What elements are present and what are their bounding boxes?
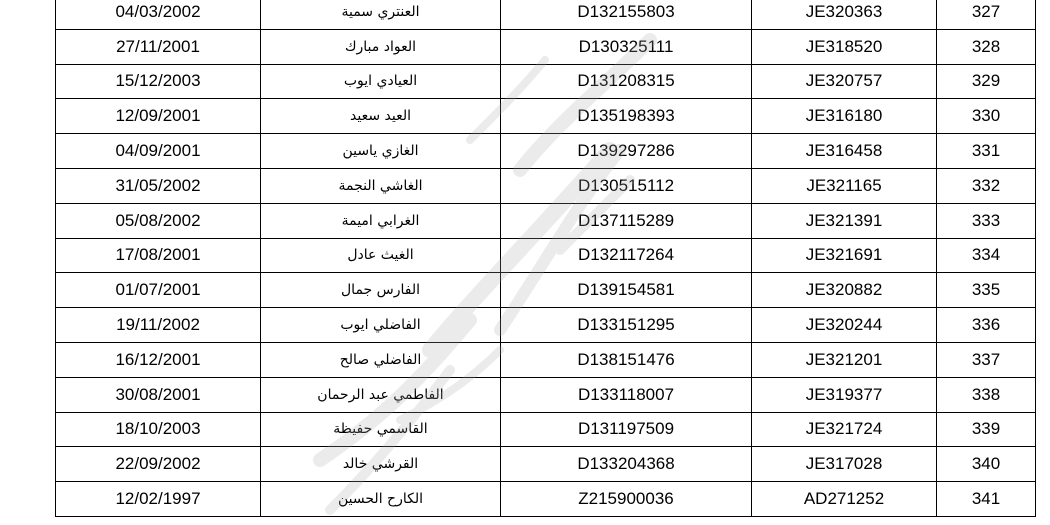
student-name-cell: الغازي ياسين <box>261 134 501 169</box>
birth-date-cell: 27/11/2001 <box>56 29 261 64</box>
student-code-cell: D139297286 <box>501 134 752 169</box>
results-table-body <box>56 0 1036 516</box>
table-row <box>56 64 1036 99</box>
student-name-cell: الكارح الحسين <box>261 482 501 517</box>
table-row <box>56 412 1036 447</box>
student-name-cell: الفارس جمال <box>261 273 501 308</box>
birth-date-cell: 12/09/2001 <box>56 99 261 134</box>
table-row <box>56 0 1036 29</box>
birth-date-cell: 12/02/1997 <box>56 482 261 517</box>
id-card-cell: JE320882 <box>752 273 937 308</box>
student-code-cell: D133118007 <box>501 377 752 412</box>
id-card-cell: JE318520 <box>752 29 937 64</box>
table-row <box>56 447 1036 482</box>
student-name-cell: الغرابي اميمة <box>261 203 501 238</box>
row-number-cell: 330 <box>937 99 1036 134</box>
row-number-cell: 327 <box>937 0 1036 29</box>
student-name-cell: الفاطمي عبد الرحمان <box>261 377 501 412</box>
table-row <box>56 377 1036 412</box>
row-number-cell: 334 <box>937 238 1036 273</box>
student-code-cell: D139154581 <box>501 273 752 308</box>
row-number-cell: 338 <box>937 377 1036 412</box>
row-number-cell: 333 <box>937 203 1036 238</box>
id-card-cell: JE321201 <box>752 342 937 377</box>
table-row <box>56 308 1036 343</box>
birth-date-cell: 30/08/2001 <box>56 377 261 412</box>
student-name-cell: القرشي خالد <box>261 447 501 482</box>
student-code-cell: D132117264 <box>501 238 752 273</box>
student-name-cell: الغاشي النجمة <box>261 168 501 203</box>
row-number-cell: 337 <box>937 342 1036 377</box>
row-number-cell: 340 <box>937 447 1036 482</box>
student-name-cell: الغيث عادل <box>261 238 501 273</box>
birth-date-cell: 22/09/2002 <box>56 447 261 482</box>
row-number-cell: 336 <box>937 308 1036 343</box>
table-row <box>56 482 1036 517</box>
birth-date-cell: 05/08/2002 <box>56 203 261 238</box>
student-code-cell: D131197509 <box>501 412 752 447</box>
student-code-cell: D132155803 <box>501 0 752 29</box>
student-code-cell: D137115289 <box>501 203 752 238</box>
student-code-cell: D131208315 <box>501 64 752 99</box>
id-card-cell: JE316180 <box>752 99 937 134</box>
row-number-cell: 329 <box>937 64 1036 99</box>
student-name-cell: العيد سعيد <box>261 99 501 134</box>
id-card-cell: JE321391 <box>752 203 937 238</box>
id-card-cell: JE321691 <box>752 238 937 273</box>
row-number-cell: 341 <box>937 482 1036 517</box>
student-code-cell: D133151295 <box>501 308 752 343</box>
student-name-cell: الفاضلي صالح <box>261 342 501 377</box>
row-number-cell: 332 <box>937 168 1036 203</box>
row-number-cell: 331 <box>937 134 1036 169</box>
table-row <box>56 29 1036 64</box>
birth-date-cell: 15/12/2003 <box>56 64 261 99</box>
table-row <box>56 168 1036 203</box>
student-code-cell: D130515112 <box>501 168 752 203</box>
student-code-cell: D133204368 <box>501 447 752 482</box>
student-code-cell: D135198393 <box>501 99 752 134</box>
id-card-cell: AD271252 <box>752 482 937 517</box>
row-number-cell: 339 <box>937 412 1036 447</box>
student-code-cell: D130325111 <box>501 29 752 64</box>
table-row <box>56 99 1036 134</box>
row-number-cell: 335 <box>937 273 1036 308</box>
student-code-cell: D138151476 <box>501 342 752 377</box>
student-name-cell: الفاضلي ايوب <box>261 308 501 343</box>
id-card-cell: JE316458 <box>752 134 937 169</box>
table-row <box>56 342 1036 377</box>
table-row <box>56 238 1036 273</box>
birth-date-cell: 04/03/2002 <box>56 0 261 29</box>
id-card-cell: JE320363 <box>752 0 937 29</box>
birth-date-cell: 19/11/2002 <box>56 308 261 343</box>
id-card-cell: JE320757 <box>752 64 937 99</box>
student-name-cell: العنتري سمية <box>261 0 501 29</box>
id-card-cell: JE319377 <box>752 377 937 412</box>
id-card-cell: JE321165 <box>752 168 937 203</box>
student-name-cell: العيادي ايوب <box>261 64 501 99</box>
results-table <box>55 0 1036 517</box>
student-code-cell: Z215900036 <box>501 482 752 517</box>
id-card-cell: JE321724 <box>752 412 937 447</box>
row-number-cell: 328 <box>937 29 1036 64</box>
student-name-cell: العواد مبارك <box>261 29 501 64</box>
birth-date-cell: 01/07/2001 <box>56 273 261 308</box>
birth-date-cell: 31/05/2002 <box>56 168 261 203</box>
birth-date-cell: 04/09/2001 <box>56 134 261 169</box>
table-row <box>56 273 1036 308</box>
birth-date-cell: 18/10/2003 <box>56 412 261 447</box>
id-card-cell: JE320244 <box>752 308 937 343</box>
table-row <box>56 203 1036 238</box>
id-card-cell: JE317028 <box>752 447 937 482</box>
birth-date-cell: 16/12/2001 <box>56 342 261 377</box>
birth-date-cell: 17/08/2001 <box>56 238 261 273</box>
student-name-cell: القاسمي حفيظة <box>261 412 501 447</box>
table-row <box>56 134 1036 169</box>
